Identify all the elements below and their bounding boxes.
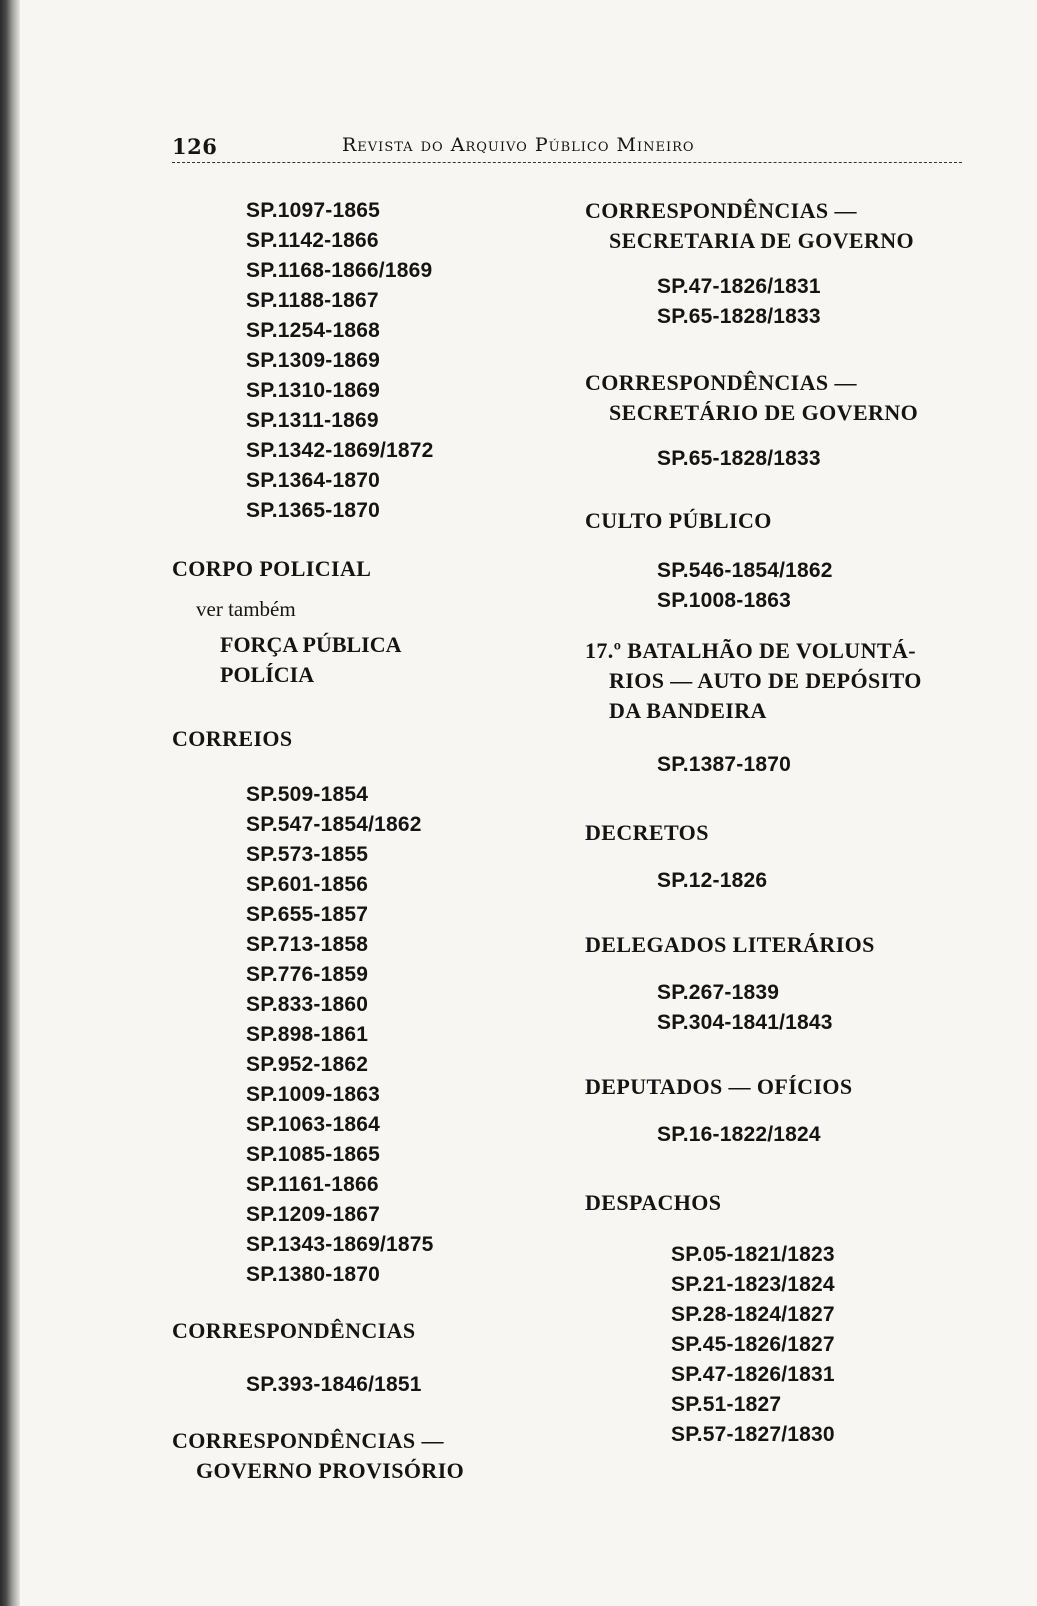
ref-item: SP.1063-1864	[246, 1113, 380, 1136]
ref-item: SP.1365-1870	[246, 499, 380, 522]
index-term-line-1: CORRESPONDÊNCIAS —	[585, 198, 857, 223]
ref-item: SP.267-1839	[657, 981, 780, 1004]
header-rule	[172, 162, 962, 163]
ref-list	[585, 272, 975, 332]
ref-item: SP.1188-1867	[246, 289, 379, 312]
ref-item: SP.1097-1865	[246, 199, 380, 222]
ref-item: SP.655-1857	[246, 903, 369, 926]
ref-item: SP.1387-1870	[657, 753, 791, 776]
index-entry-corpo-policial	[172, 554, 572, 690]
ref-item: SP.51-1827	[671, 1393, 782, 1416]
ref-item: SP.1309-1869	[246, 349, 380, 372]
ref-list	[585, 444, 975, 474]
ref-item: SP.1209-1867	[246, 1203, 380, 1226]
ref-item: SP.1310-1869	[246, 379, 380, 402]
index-term-line-3: DA BANDEIRA	[609, 698, 767, 723]
ref-item: SP.65-1828/1833	[657, 447, 821, 470]
index-term: DESPACHOS	[585, 1190, 722, 1215]
ref-item: SP.12-1826	[657, 869, 768, 892]
ref-item: SP.601-1856	[246, 873, 369, 896]
ref-list	[585, 866, 975, 896]
index-entry-correspondencias	[172, 1316, 572, 1400]
ref-list	[172, 196, 572, 526]
page-header	[172, 130, 962, 160]
index-entry-batalhao	[585, 636, 975, 780]
index-entry-correspondencias-secretaria	[585, 196, 975, 332]
ref-item: SP.47-1826/1831	[671, 1363, 835, 1386]
see-also-label: ver também	[196, 597, 296, 621]
index-entry-correspondencias-secretario	[585, 368, 975, 474]
index-term-line-2: RIOS — AUTO DE DEPÓSITO	[609, 668, 922, 693]
ref-item: SP.28-1824/1827	[671, 1303, 835, 1326]
index-term-line-1: 17.º BATALHÃO DE VOLUNTÁ-	[585, 638, 916, 663]
right-column	[585, 196, 975, 1450]
ref-list	[585, 750, 975, 780]
see-also-list	[172, 630, 572, 690]
ref-list	[585, 1120, 975, 1150]
ref-item: SP.65-1828/1833	[657, 305, 821, 328]
ref-item: SP.1254-1868	[246, 319, 380, 342]
index-entry-despachos	[585, 1188, 975, 1450]
ref-item: SP.21-1823/1824	[671, 1273, 835, 1296]
ref-item: SP.1085-1865	[246, 1143, 380, 1166]
ref-item: SP.1009-1863	[246, 1083, 380, 1106]
ref-list	[172, 780, 572, 1290]
index-term-line-2: GOVERNO PROVISÓRIO	[196, 1458, 465, 1483]
see-also-item: POLÍCIA	[220, 662, 315, 687]
index-term: CORRESPONDÊNCIAS	[172, 1318, 416, 1343]
index-term: DECRETOS	[585, 820, 709, 845]
index-term: DELEGADOS LITERÁRIOS	[585, 932, 875, 957]
ref-item: SP.57-1827/1830	[671, 1423, 835, 1446]
index-entry-delegados-literarios	[585, 930, 975, 1038]
ref-item: SP.1161-1866	[246, 1173, 379, 1196]
ref-list	[585, 556, 975, 616]
ref-item: SP.16-1822/1824	[657, 1123, 821, 1146]
ref-list	[585, 1240, 975, 1450]
ref-item: SP.1311-1869	[246, 409, 379, 432]
ref-item: SP.1142-1866	[246, 229, 379, 252]
running-title: Revista do Arquivo Público Mineiro	[342, 134, 695, 156]
ref-item: SP.509-1854	[246, 783, 369, 806]
index-entry-correios	[172, 724, 572, 1290]
ref-list	[585, 978, 975, 1038]
left-column	[172, 196, 572, 1486]
ref-item: SP.1364-1870	[246, 469, 380, 492]
ref-list	[172, 1370, 572, 1400]
ref-item: SP.547-1854/1862	[246, 813, 422, 836]
ref-item: SP.952-1862	[246, 1053, 369, 1076]
ref-item: SP.833-1860	[246, 993, 369, 1016]
ref-item: SP.898-1861	[246, 1023, 369, 1046]
index-term: CORREIOS	[172, 726, 293, 751]
ref-item: SP.1380-1870	[246, 1263, 380, 1286]
index-entry-correspondencias-governo-provisorio	[172, 1426, 572, 1486]
ref-item: SP.45-1826/1827	[671, 1333, 835, 1356]
ref-item: SP.1342-1869/1872	[246, 439, 434, 462]
ref-item: SP.776-1859	[246, 963, 369, 986]
book-spine-shadow	[0, 0, 20, 1606]
index-entry-deputados-oficios	[585, 1072, 975, 1150]
index-term-line-1: CORRESPONDÊNCIAS —	[172, 1428, 444, 1453]
ref-item: SP.1343-1869/1875	[246, 1233, 434, 1256]
ref-item: SP.393-1846/1851	[246, 1373, 422, 1396]
ref-item: SP.573-1855	[246, 843, 369, 866]
ref-item: SP.1008-1863	[657, 589, 791, 612]
index-entry-culto-publico	[585, 506, 975, 616]
ref-item: SP.713-1858	[246, 933, 369, 956]
ref-item: SP.1168-1866/1869	[246, 259, 433, 282]
see-also-item: FORÇA PÚBLICA	[220, 632, 402, 657]
index-term-line-2: SECRETÁRIO DE GOVERNO	[609, 400, 919, 425]
ref-item: SP.47-1826/1831	[657, 275, 821, 298]
page-number: 126	[172, 134, 218, 159]
ref-item: SP.05-1821/1823	[671, 1243, 835, 1266]
index-term: DEPUTADOS — OFÍCIOS	[585, 1074, 853, 1099]
index-term-line-1: CORRESPONDÊNCIAS —	[585, 370, 857, 395]
index-term: CULTO PÚBLICO	[585, 508, 772, 533]
index-term: CORPO POLICIAL	[172, 556, 372, 581]
ref-item: SP.546-1854/1862	[657, 559, 833, 582]
ref-item: SP.304-1841/1843	[657, 1011, 833, 1034]
index-entry-decretos	[585, 818, 975, 896]
index-term-line-2: SECRETARIA DE GOVERNO	[609, 228, 915, 253]
